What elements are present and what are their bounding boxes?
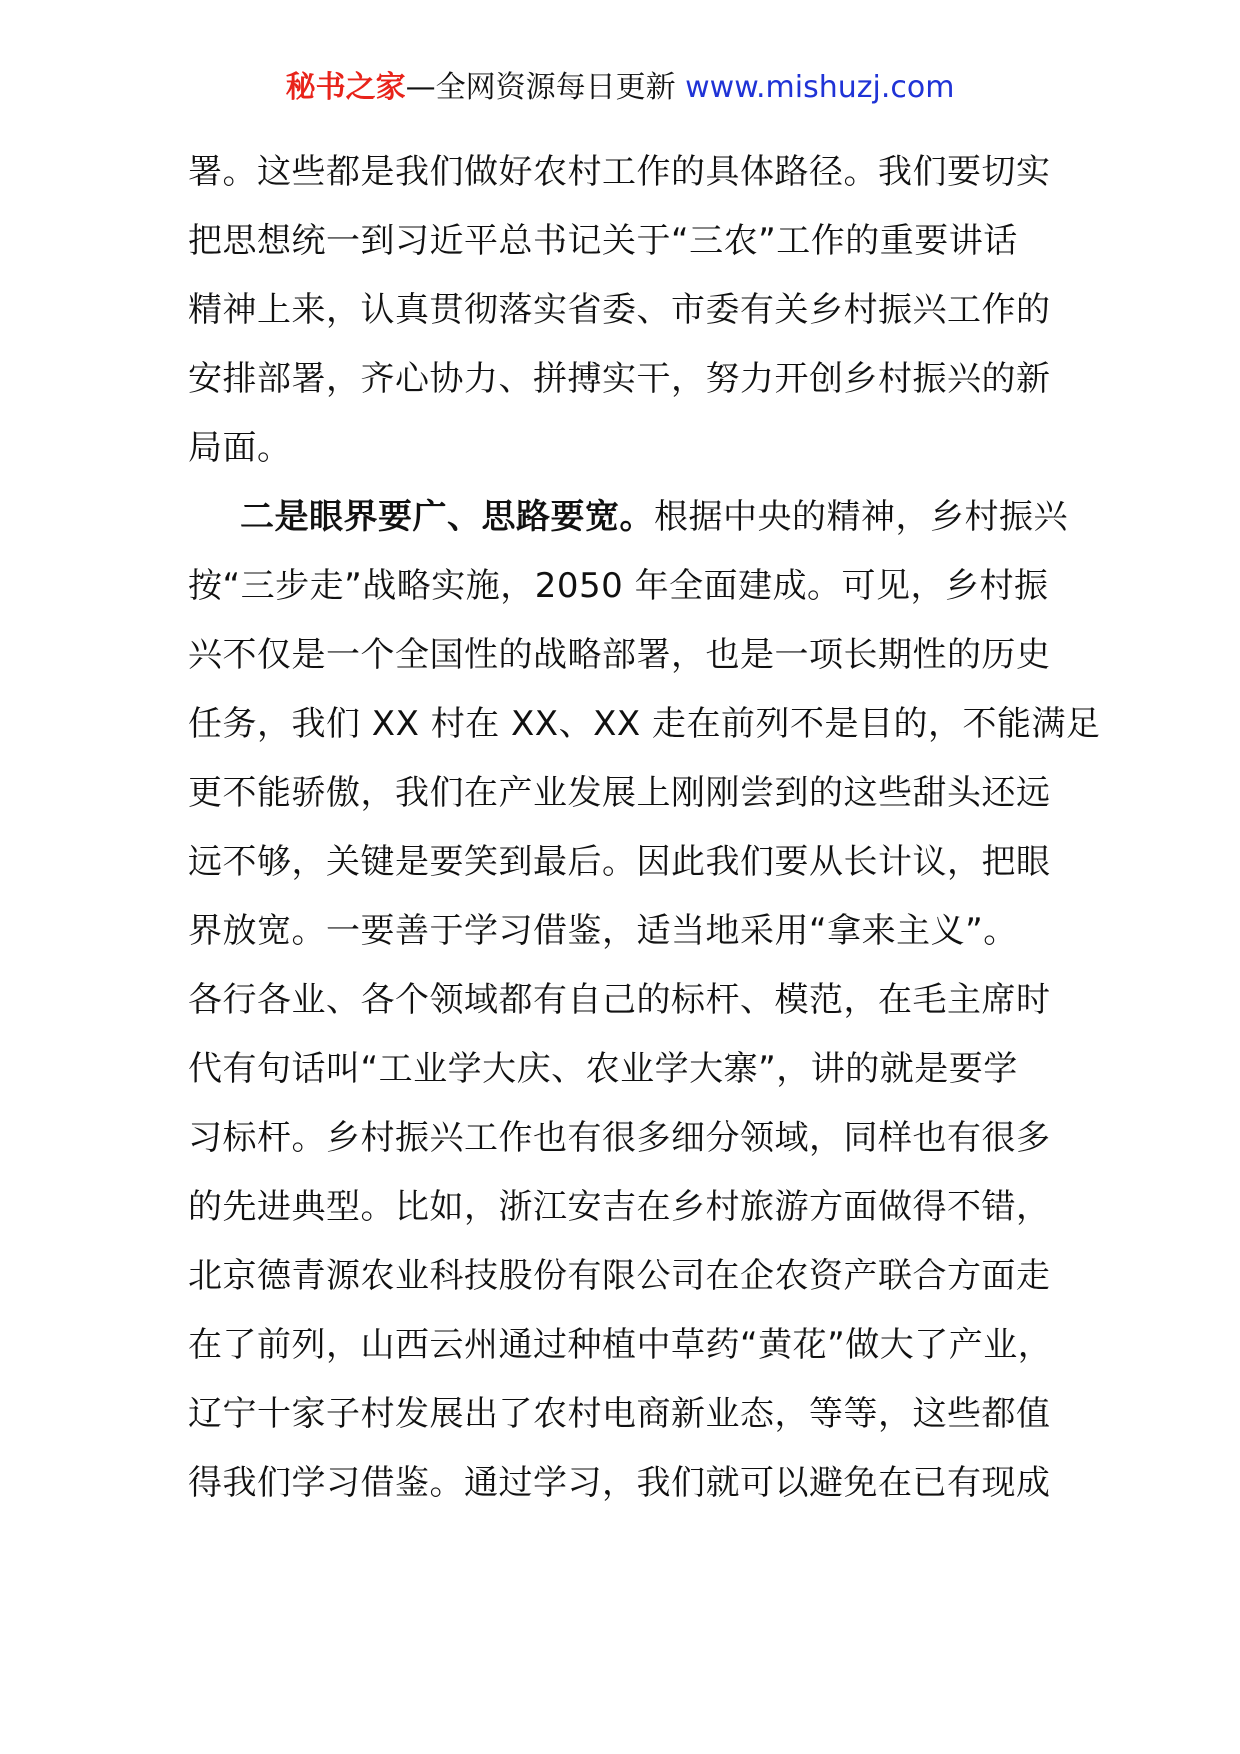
text-line: 的先进典型。比如，浙江安吉在乡村旅游方面做得不错，	[188, 1187, 1051, 1227]
text-line: 在了前列，山西云州通过种植中草药“黄花”做大了产业，	[188, 1325, 1053, 1365]
text-line: 代有句话叫“工业学大庆、农业学大寨”，讲的就是要学	[188, 1049, 1018, 1089]
text-line: 局面。	[188, 428, 292, 468]
text-line: 任务，我们 XX 村在 XX、XX 走在前列不是目的，不能满足	[188, 704, 1101, 744]
header-brand: 秘书之家	[285, 70, 406, 105]
text-line: 精神上来，认真贯彻落实省委、市委有关乡村振兴工作的	[188, 290, 1051, 330]
text-line: 署。这些都是我们做好农村工作的具体路径。我们要切实	[188, 152, 1051, 192]
text-line: 更不能骄傲，我们在产业发展上刚刚尝到的这些甜头还远	[188, 773, 1051, 813]
header-tagline: —全网资源每日更新	[405, 70, 686, 105]
document-body	[188, 138, 1101, 1518]
paragraph-lead-line	[188, 483, 1068, 552]
paragraph-1	[188, 138, 1068, 483]
paragraph-2	[188, 483, 1101, 1518]
text-line: 习标杆。乡村振兴工作也有很多细分领域，同样也有很多	[188, 1118, 1051, 1158]
text-line: 远不够，关键是要笑到最后。因此我们要从长计议，把眼	[188, 842, 1051, 882]
text-line: 按“三步走”战略实施，2050 年全面建成。可见，乡村振	[188, 566, 1049, 606]
text-line: 界放宽。一要善于学习借鉴，适当地采用“拿来主义”。	[188, 911, 1018, 951]
text-line: 兴不仅是一个全国性的战略部署，也是一项长期性的历史	[188, 635, 1051, 675]
text-line: 安排部署，齐心协力、拼搏实干，努力开创乡村振兴的新	[188, 359, 1051, 399]
paragraph-heading: 二是眼界要广、思路要宽。	[240, 497, 654, 537]
text-line: 北京德青源农业科技股份有限公司在企农资产联合方面走	[188, 1256, 1051, 1296]
text-line: 得我们学习借鉴。通过学习，我们就可以避免在已有现成	[188, 1463, 1051, 1503]
paragraph-lead-text: 根据中央的精神，乡村振兴	[654, 497, 1068, 537]
text-line: 把思想统一到习近平总书记关于“三农”工作的重要讲话	[188, 221, 1018, 261]
text-line: 各行各业、各个领域都有自己的标杆、模范，在毛主席时	[188, 980, 1051, 1020]
text-line: 辽宁十家子村发展出了农村电商新业态，等等，这些都值	[188, 1394, 1051, 1434]
page-header	[0, 68, 1240, 108]
header-site-url[interactable]: www.mishuzj.com	[685, 70, 955, 105]
